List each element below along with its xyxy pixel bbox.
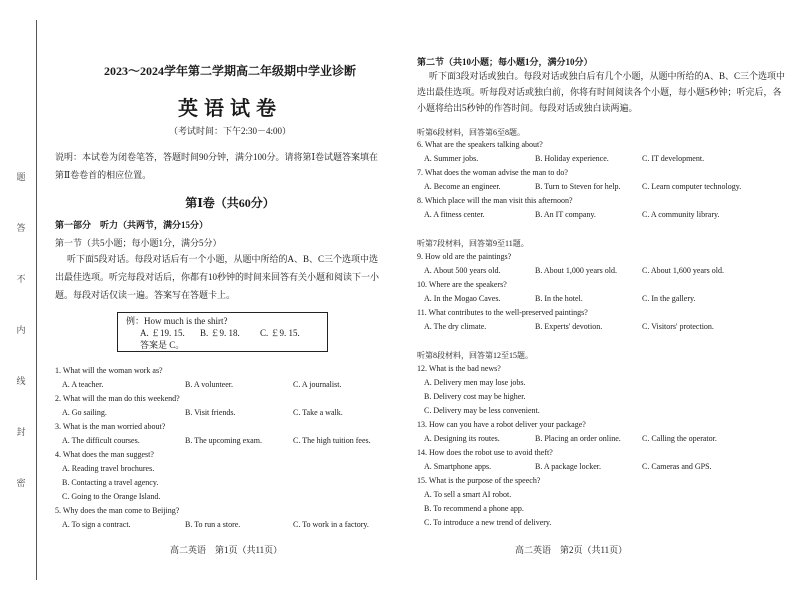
group-heading: 听第6段材料，回答第6至8题。 [417,128,525,137]
binding-char: 线 [16,376,26,386]
question: 15. What is the purpose of the speech? [417,476,541,485]
example-option: B. ￡9. 18. [200,328,240,338]
option: C. About 1,600 years old. [642,266,724,275]
option: A. Become an engineer. [424,182,501,191]
option: C. In the gallery. [642,294,696,303]
binding-char: 题 [16,172,26,182]
question: 1. What will the woman work as? [55,366,163,375]
option: B. To run a store. [185,520,241,529]
option: A. A fitness center. [424,210,485,219]
binding-line [36,20,37,580]
section1-header: 第一节（共5小题；每小题1分，满分5分） [55,238,222,248]
option: A. Summer jobs. [424,154,479,163]
question: 11. What contributes to the well-preserved paintings? [417,308,588,317]
option: C. IT development. [642,154,705,163]
option: C. A community library. [642,210,720,219]
example-option: C. ￡9. 15. [260,328,300,338]
volume-heading: 第Ⅰ卷（共60分） [185,196,275,210]
part1-header: 第一部分 听力（共两节，满分15分） [55,220,209,230]
page-footer: 高二英语 第2页（共11页） [515,545,628,555]
option: B. The upcoming exam. [185,436,262,445]
option: B. About 1,000 years old. [535,266,617,275]
option: A. The dry climate. [424,322,487,331]
example-question: 例：How much is the shirt? [126,316,228,326]
group-heading: 听第7段材料，回答第9至11题。 [417,239,529,248]
option: C. Delivery may be less convenient. [424,406,540,415]
exam-time: （考试时间：下午2:30－4:00） [168,126,291,136]
binding-char: 内 [16,325,26,335]
question: 8. Which place will the man visit this afternoon? [417,196,573,205]
question: 14. How does the robot use to avoid theft? [417,448,553,457]
option: C. To work in a factory. [293,520,369,529]
option: C. To introduce a new trend of delivery. [424,518,552,527]
option: B. A volunteer. [185,380,233,389]
option: B. Contacting a travel agency. [62,478,159,487]
question: 10. Where are the speakers? [417,280,507,289]
question: 9. How old are the paintings? [417,252,512,261]
option: B. Placing an order online. [535,434,621,443]
example-option: A. ￡19. 15. [140,328,185,338]
binding-char: 封 [16,427,26,437]
instructions: 说明：本试卷为闭卷笔答，答题时间90分钟，满分100分。请将第Ⅰ卷试题答案填在第Ⅱ卷卷首的相应位置。 [55,152,379,180]
section2-header: 第二节（共10小题；每小题1分，满分10分） [417,57,593,67]
option: B. Visit friends. [185,408,236,417]
binding-seal-text [14,170,28,527]
option: C. Visitors' protection. [642,322,714,331]
option: B. Turn to Steven for help. [535,182,621,191]
option: B. An IT company. [535,210,596,219]
option: A. Reading travel brochures. [62,464,155,473]
option: A. The difficult courses. [62,436,140,445]
question: 13. How can you have a robot deliver your package? [417,420,586,429]
option: B. To recommend a phone app. [424,504,524,513]
option: C. Learn computer technology. [642,182,742,191]
example-box [117,312,328,352]
question: 4. What does the man suggest? [55,450,154,459]
question: 6. What are the speakers talking about? [417,140,543,149]
option: A. Go sailing. [62,408,107,417]
option: A. Delivery men may lose jobs. [424,378,526,387]
subject-title: 英语试卷 [178,98,282,120]
option: B. Experts' devotion. [535,322,603,331]
exam-title: 2023～2024学年第二学期高二年级期中学业诊断 [103,64,356,78]
option: B. In the hotel. [535,294,583,303]
binding-char: 不 [16,274,26,284]
option: B. Delivery cost may be higher. [424,392,526,401]
question: 12. What is the bad news? [417,364,501,373]
option: C. Take a walk. [293,408,343,417]
option: A. Smartphone apps. [424,462,492,471]
option: A. To sign a contract. [62,520,131,529]
option: B. Holiday experience. [535,154,609,163]
option: A. In the Mogao Caves. [424,294,501,303]
page-footer: 高二英语 第1页（共11页） [170,545,283,555]
binding-char: 密 [16,478,26,488]
example-answer: 答案是 C。 [140,340,185,350]
right-page [410,0,794,595]
option: A. Designing its routes. [424,434,500,443]
option: A. A teacher. [62,380,104,389]
binding-char: 答 [16,223,26,233]
option: C. The high tuition fees. [293,436,371,445]
option: C. Cameras and GPS. [642,462,712,471]
option: A. To sell a smart AI robot. [424,490,512,499]
directions-text: 听下面5段对话。每段对话后有一个小题，从题中所给的A、B、C三个选项中选出最佳选项。听完每段对话后，你都有10秒钟的时间来回答有关小题和阅读下一小题。每段对话仅读一遍。答案写在答题卡上。 [55,254,380,300]
group-heading: 听第8段材料，回答第12至15题。 [417,351,533,360]
question: 3. What is the man worried about? [55,422,166,431]
section2-directions: 听下面3段对话或独白。每段对话或独白后有几个小题，从题中所给的A、B、C三个选项中选出最佳选项。听每段对话或独白前，你将有时间阅读各个小题，每小题5秒钟；听完后，各小题将给出5秒钟的作答时间。每段对话或独白读两遍。 [417,71,786,113]
question: 2. What will the man do this weekend? [55,394,180,403]
option: B. A package locker. [535,462,601,471]
option: C. Calling the operator. [642,434,717,443]
question: 5. Why does the man come to Beijing? [55,506,180,515]
option: A. About 500 years old. [424,266,501,275]
question: 7. What does the woman advise the man to do? [417,168,568,177]
option: C. A journalist. [293,380,342,389]
option: C. Going to the Orange Island. [62,492,161,501]
